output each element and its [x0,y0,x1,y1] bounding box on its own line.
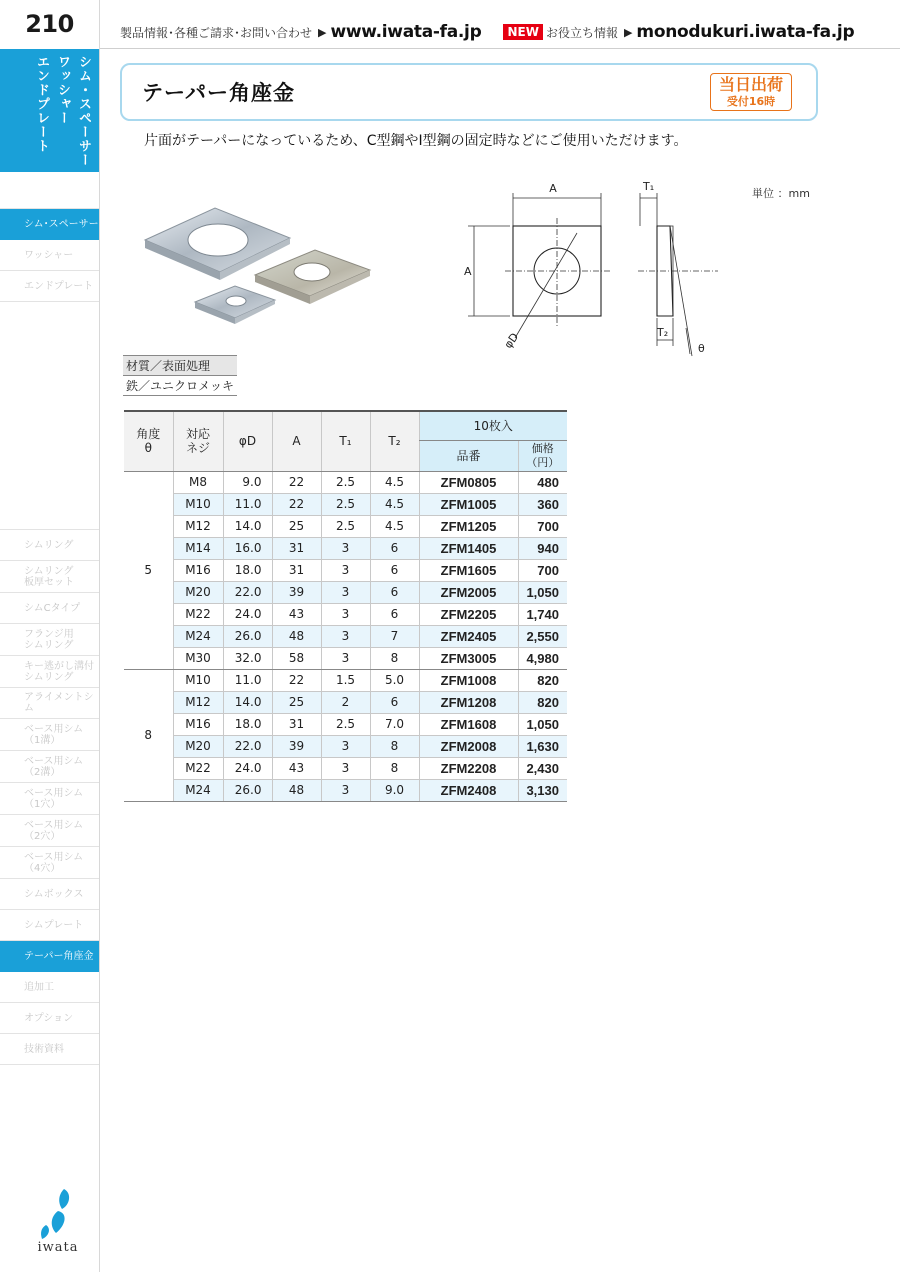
material-table [123,355,237,396]
t2-cell: 6 [370,691,419,713]
table-row [124,713,567,735]
d-cell: 11.0 [223,669,272,691]
d-cell: 18.0 [223,713,272,735]
part-cell: ZFM2008 [419,735,518,757]
dim-a-top: A [549,182,557,195]
screw-cell: M24 [173,779,223,801]
d-cell: 24.0 [223,757,272,779]
sidebar-sub-item[interactable]: ベース用シム （2穴） [0,815,99,847]
triangle-right-icon: ▶ [623,25,633,39]
table-row [124,779,567,801]
screw-cell: M10 [173,669,223,691]
useful-info-text: お役立ち情報 [545,25,618,40]
d-cell: 26.0 [223,625,272,647]
a-cell: 48 [272,779,321,801]
t2-cell: 7.0 [370,713,419,735]
price-cell: 480 [518,471,567,493]
sidebar-sub-item[interactable]: キー逃がし溝付 シムリング [0,656,99,688]
t2-cell: 8 [370,735,419,757]
sidebar-sub-item[interactable]: シムプレート [0,910,99,941]
monodukuri-site-link[interactable]: monodukuri.iwata-fa.jp [636,22,855,42]
sidebar-top-nav [0,208,99,302]
medium-washer [255,250,370,304]
t2-cell: 4.5 [370,515,419,537]
a-cell: 31 [272,559,321,581]
triangle-right-icon: ▶ [318,25,327,39]
table-row [124,757,567,779]
part-cell: ZFM2408 [419,779,518,801]
price-cell: 1,630 [518,735,567,757]
a-cell: 22 [272,669,321,691]
part-cell: ZFM1608 [419,713,518,735]
angle-cell: 5 [124,471,173,669]
screw-cell: M10 [173,493,223,515]
d-cell: 9.0 [223,471,272,493]
part-cell: ZFM3005 [419,647,518,669]
sidebar-sub-item[interactable]: 追加工 [0,972,99,1003]
category-line-3: エンドプレート [34,55,49,153]
price-cell: 820 [518,691,567,713]
dim-theta: θ [698,342,705,355]
t2-cell: 7 [370,625,419,647]
sidebar-sub-item[interactable]: オプション [0,1003,99,1034]
table-row [124,647,567,669]
a-cell: 58 [272,647,321,669]
price-cell: 2,430 [518,757,567,779]
t1-cell: 3 [321,779,370,801]
sidebar-category-block[interactable] [0,49,99,172]
sidebar-sub-item[interactable]: シムリング [0,530,99,561]
spec-table [124,410,567,802]
title-banner [120,63,818,121]
a-cell: 31 [272,537,321,559]
d-cell: 14.0 [223,691,272,713]
header-divider [100,48,900,49]
sidebar-sub-item[interactable]: ベース用シム （1穴） [0,783,99,815]
part-cell: ZFM0805 [419,471,518,493]
price-cell: 1,050 [518,713,567,735]
t1-cell: 3 [321,647,370,669]
a-cell: 39 [272,735,321,757]
t2-cell: 6 [370,559,419,581]
t1-cell: 3 [321,559,370,581]
price-cell: 1,050 [518,581,567,603]
sidebar-sub-item[interactable]: ベース用シム （2溝） [0,751,99,783]
sidebar-sub-item[interactable]: シムボックス [0,879,99,910]
d-cell: 22.0 [223,735,272,757]
table-row [124,669,567,691]
t1-cell: 3 [321,757,370,779]
new-badge: NEW [503,24,542,40]
a-cell: 25 [272,691,321,713]
t1-cell: 2.5 [321,713,370,735]
part-cell: ZFM1205 [419,515,518,537]
col-d: φD [223,411,272,471]
t2-cell: 6 [370,537,419,559]
screw-cell: M22 [173,757,223,779]
table-row [124,493,567,515]
table-row [124,603,567,625]
product-photo [140,200,380,330]
screw-cell: M20 [173,581,223,603]
col-t1: T₁ [321,411,370,471]
a-cell: 22 [272,493,321,515]
t1-cell: 3 [321,603,370,625]
col-a: A [272,411,321,471]
table-row [124,537,567,559]
sidebar-sub-item[interactable]: 技術資料 [0,1034,99,1065]
t1-cell: 3 [321,735,370,757]
table-row [124,559,567,581]
category-line-2: ワッシャー [55,55,70,125]
iwata-logo [28,1185,88,1255]
part-cell: ZFM1008 [419,669,518,691]
screw-cell: M24 [173,625,223,647]
a-cell: 39 [272,581,321,603]
sidebar-sub-nav [0,529,99,1065]
page-number: 210 [25,10,74,38]
t2-cell: 4.5 [370,471,419,493]
a-cell: 22 [272,471,321,493]
table-row [124,471,567,493]
part-cell: ZFM1208 [419,691,518,713]
same-day-label: 当日出荷 [718,75,783,94]
t2-cell: 8 [370,647,419,669]
d-cell: 22.0 [223,581,272,603]
t1-cell: 2.5 [321,515,370,537]
product-description: 片面がテーパーになっているため、C型鋼やI型鋼の固定時などにご使用いただけます。 [144,133,688,149]
sidebar-item-washer[interactable]: ワッシャー [0,240,99,271]
screw-cell: M8 [173,471,223,493]
sidebar-sub-item[interactable]: テーパー角座金 [0,941,99,972]
sidebar-sub-item[interactable]: フランジ用 シムリング [0,624,99,656]
d-cell: 26.0 [223,779,272,801]
t2-cell: 5.0 [370,669,419,691]
category-line-1: シム・スペーサー [76,55,91,167]
t2-cell: 4.5 [370,493,419,515]
col-angle: 角度 θ [124,411,173,471]
part-cell: ZFM1005 [419,493,518,515]
price-cell: 940 [518,537,567,559]
t1-cell: 2.5 [321,493,370,515]
t1-cell: 2.5 [321,471,370,493]
dim-t2: T₂ [657,326,669,339]
screw-cell: M12 [173,515,223,537]
col-price: 価格 （円） [518,440,567,471]
t1-cell: 3 [321,625,370,647]
sidebar-divider [99,0,100,1272]
sidebar-item-shim-spacer[interactable]: シム･スペーサー [0,209,99,240]
part-cell: ZFM2205 [419,603,518,625]
table-row [124,515,567,537]
table-row [124,691,567,713]
d-cell: 11.0 [223,493,272,515]
d-cell: 32.0 [223,647,272,669]
a-cell: 43 [272,757,321,779]
part-cell: ZFM2208 [419,757,518,779]
screw-cell: M20 [173,735,223,757]
price-cell: 3,130 [518,779,567,801]
price-cell: 1,740 [518,603,567,625]
t2-cell: 8 [370,757,419,779]
sidebar-sub-item[interactable]: アライメントシム [0,688,99,719]
table-row [124,735,567,757]
top-link-bar [120,18,854,46]
price-cell: 700 [518,515,567,537]
screw-cell: M16 [173,559,223,581]
t2-cell: 6 [370,603,419,625]
screw-cell: M14 [173,537,223,559]
price-cell: 820 [518,669,567,691]
part-cell: ZFM1605 [419,559,518,581]
d-cell: 18.0 [223,559,272,581]
a-cell: 31 [272,713,321,735]
price-cell: 4,980 [518,647,567,669]
table-row [124,581,567,603]
dim-t1: T₁ [643,180,655,193]
d-cell: 14.0 [223,515,272,537]
col-pack: 10枚入 [419,411,567,440]
col-screw: 対応 ネジ [173,411,223,471]
table-row [124,625,567,647]
technical-drawing [460,178,730,358]
material-value: 鉄／ユニクロメッキ [123,376,237,396]
dim-d: φD [501,330,522,351]
screw-cell: M30 [173,647,223,669]
price-cell: 360 [518,493,567,515]
logo-text: iwata [37,1240,79,1255]
d-cell: 16.0 [223,537,272,559]
t1-cell: 1.5 [321,669,370,691]
material-header: 材質／表面処理 [123,356,237,376]
t1-cell: 2 [321,691,370,713]
sidebar-sub-item[interactable]: シムリング 板厚セット [0,561,99,593]
t2-cell: 6 [370,581,419,603]
col-t2: T₂ [370,411,419,471]
part-cell: ZFM2405 [419,625,518,647]
sidebar-sub-item[interactable]: シムCタイプ [0,593,99,624]
d-cell: 24.0 [223,603,272,625]
screw-cell: M16 [173,713,223,735]
info-links-text: 製品情報･各種ご請求･お問い合わせ [120,25,313,40]
part-cell: ZFM1405 [419,537,518,559]
t2-cell: 9.0 [370,779,419,801]
dim-a-side: A [464,265,472,278]
price-cell: 700 [518,559,567,581]
t1-cell: 3 [321,537,370,559]
screw-cell: M22 [173,603,223,625]
cutoff-label: 受付16時 [726,95,776,108]
a-cell: 43 [272,603,321,625]
a-cell: 25 [272,515,321,537]
screw-cell: M12 [173,691,223,713]
small-washer [195,286,275,324]
sidebar-sub-item[interactable]: ベース用シム （1溝） [0,719,99,751]
unit-label: 単位 ：mm [752,187,810,200]
t1-cell: 3 [321,581,370,603]
same-day-shipping-badge [710,73,792,111]
sidebar-sub-item[interactable]: ベース用シム （4穴） [0,847,99,879]
a-cell: 48 [272,625,321,647]
part-cell: ZFM2005 [419,581,518,603]
price-cell: 2,550 [518,625,567,647]
main-site-link[interactable]: www.iwata-fa.jp [330,22,482,42]
sidebar-item-end-plate[interactable]: エンドプレート [0,271,99,302]
angle-cell: 8 [124,669,173,801]
page-title: テーパー角座金 [142,81,295,105]
col-part: 品番 [419,440,518,471]
